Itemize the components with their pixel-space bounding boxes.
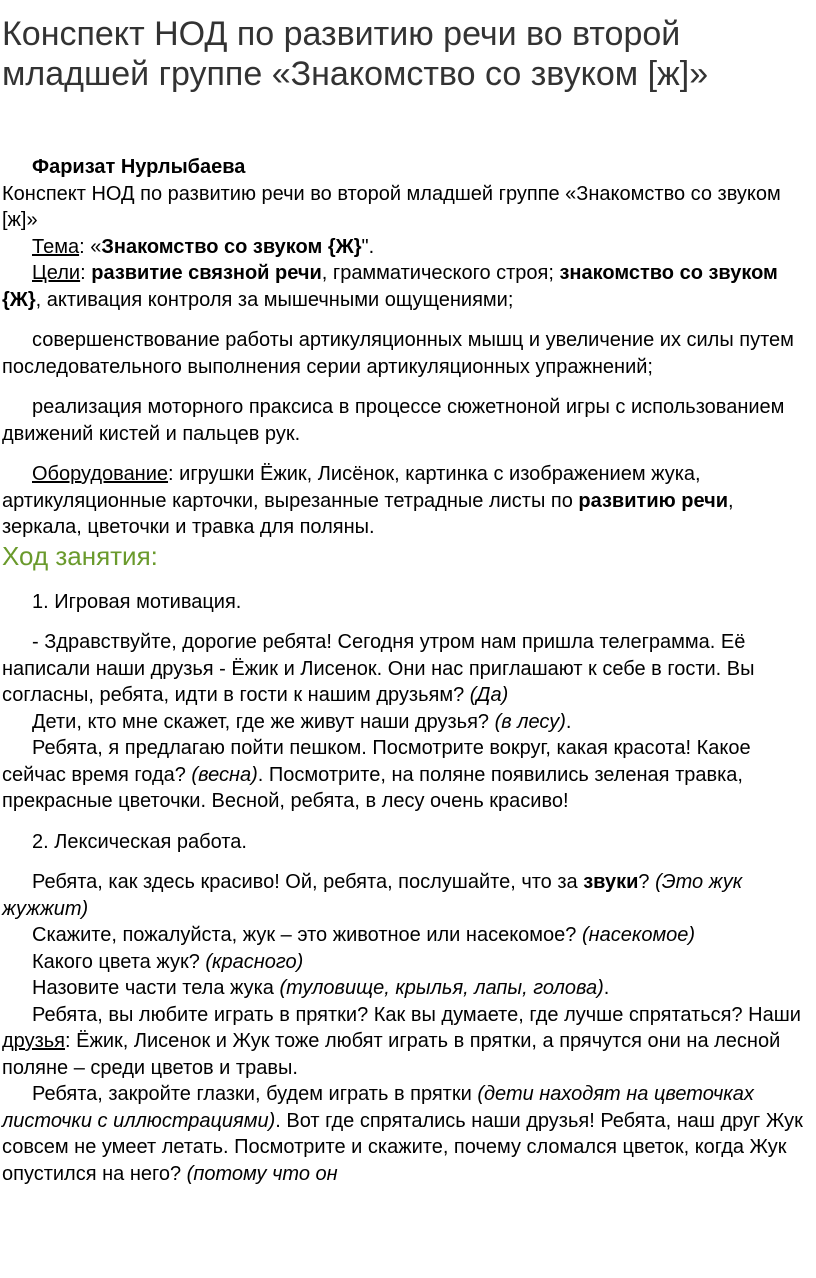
step-1-paragraph-1: - Здравствуйте, дорогие ребята! Сегодня утром нам пришла телеграмма. Её написали наши друзья - Ёжик и Лисенок. Они нас приглашают к себе в гости. Вы согласны, ребята, идти в гости к нашим друзьям? (Да) [2,631,755,706]
goal-paragraph-2: реализация моторного праксиса в процессе сюжетноной игры с использованием движений кистей и пальцев рук. [2,396,785,445]
step-2-paragraph-2: Скажите, пожалуйста, жук – это животное или насекомое? (насекомое) [32,924,696,946]
topic-label: Тема [32,235,80,258]
step-2-paragraph-1: Ребята, как здесь красиво! Ой, ребята, послушайте, что за звуки? (Это жук жужжит) [2,871,743,920]
step-1-paragraph-3: Ребята, я предлагаю пойти пешком. Посмотрите вокруг, какая красота! Какое сейчас время года? (весна). Посмотрите, на поляне появились зеленая травка, прекрасные цветочки. Весной, ребята, в лесу очень красиво! [2,737,751,812]
step-1-paragraph-2: Дети, кто мне скажет, где же живут наши друзья? (в лесу). [32,710,572,733]
goal-paragraph-1: совершенствование работы артикуляционных мышц и увеличение их силы путем последовательного выполнения серии артикуляционных упражнений; [2,329,794,378]
step-2-paragraph-4: Назовите части тела жука (туловище, крылья, лапы, голова). [32,977,610,999]
subtitle: Конспект НОД по развитию речи во второй младшей группе «Знакомство со звуком [ж]» [2,182,781,231]
step-2-heading: 2. Лексическая работа. [32,830,247,853]
step-2-paragraph-5: Ребята, вы любите играть в прятки? Как вы думаете, где лучше спрятаться? Наши друзья: Ёжик, Лисенок и Жук тоже любят играть в прятки, а прячутся они на лесной поляне – среди цветов и травы. [2,1003,801,1079]
step-2-paragraph-3: Какого цвета жук? (красного) [32,950,304,973]
goals-label: Цели [32,262,81,284]
topic-line: Тема: «Знакомство со звуком {Ж}". [32,235,375,258]
equipment-paragraph: Оборудование: игрушки Ёжик, Лисёнок, картинка с изображением жука, артикуляционные карточки, вырезанные тетрадные листы по развитию речи, зеркала, цветочки и травка для поляны. [2,463,734,538]
step-2-paragraph-6: Ребята, закройте глазки, будем играть в прятки (дети находят на цветочках листочки с иллюстрациями). Вот где спрятались наши друзья! Ребята, наш друг Жук совсем не умеет летать. Посмотрите и скажите, почему сломался цветок, когда Жук опустился на него? (потому что он [2,1083,803,1185]
page-title: Конспект НОД по развитию речи во второй младшей группе «Знакомство со звуком [ж]» [2,15,709,93]
equipment-label: Оборудование [32,463,169,485]
step-1-heading: 1. Игровая мотивация. [32,590,242,613]
section-heading: Ход занятия: [2,540,158,571]
goals-line: Цели: развитие связной речи, грамматического строя; знакомство со звуком {Ж}, активация контроля за мышечными ощущениями; [2,262,778,311]
topic-value: Знакомство со звуком {Ж} [101,235,362,258]
author-name: Фаризат Нурлыбаева [32,156,246,178]
